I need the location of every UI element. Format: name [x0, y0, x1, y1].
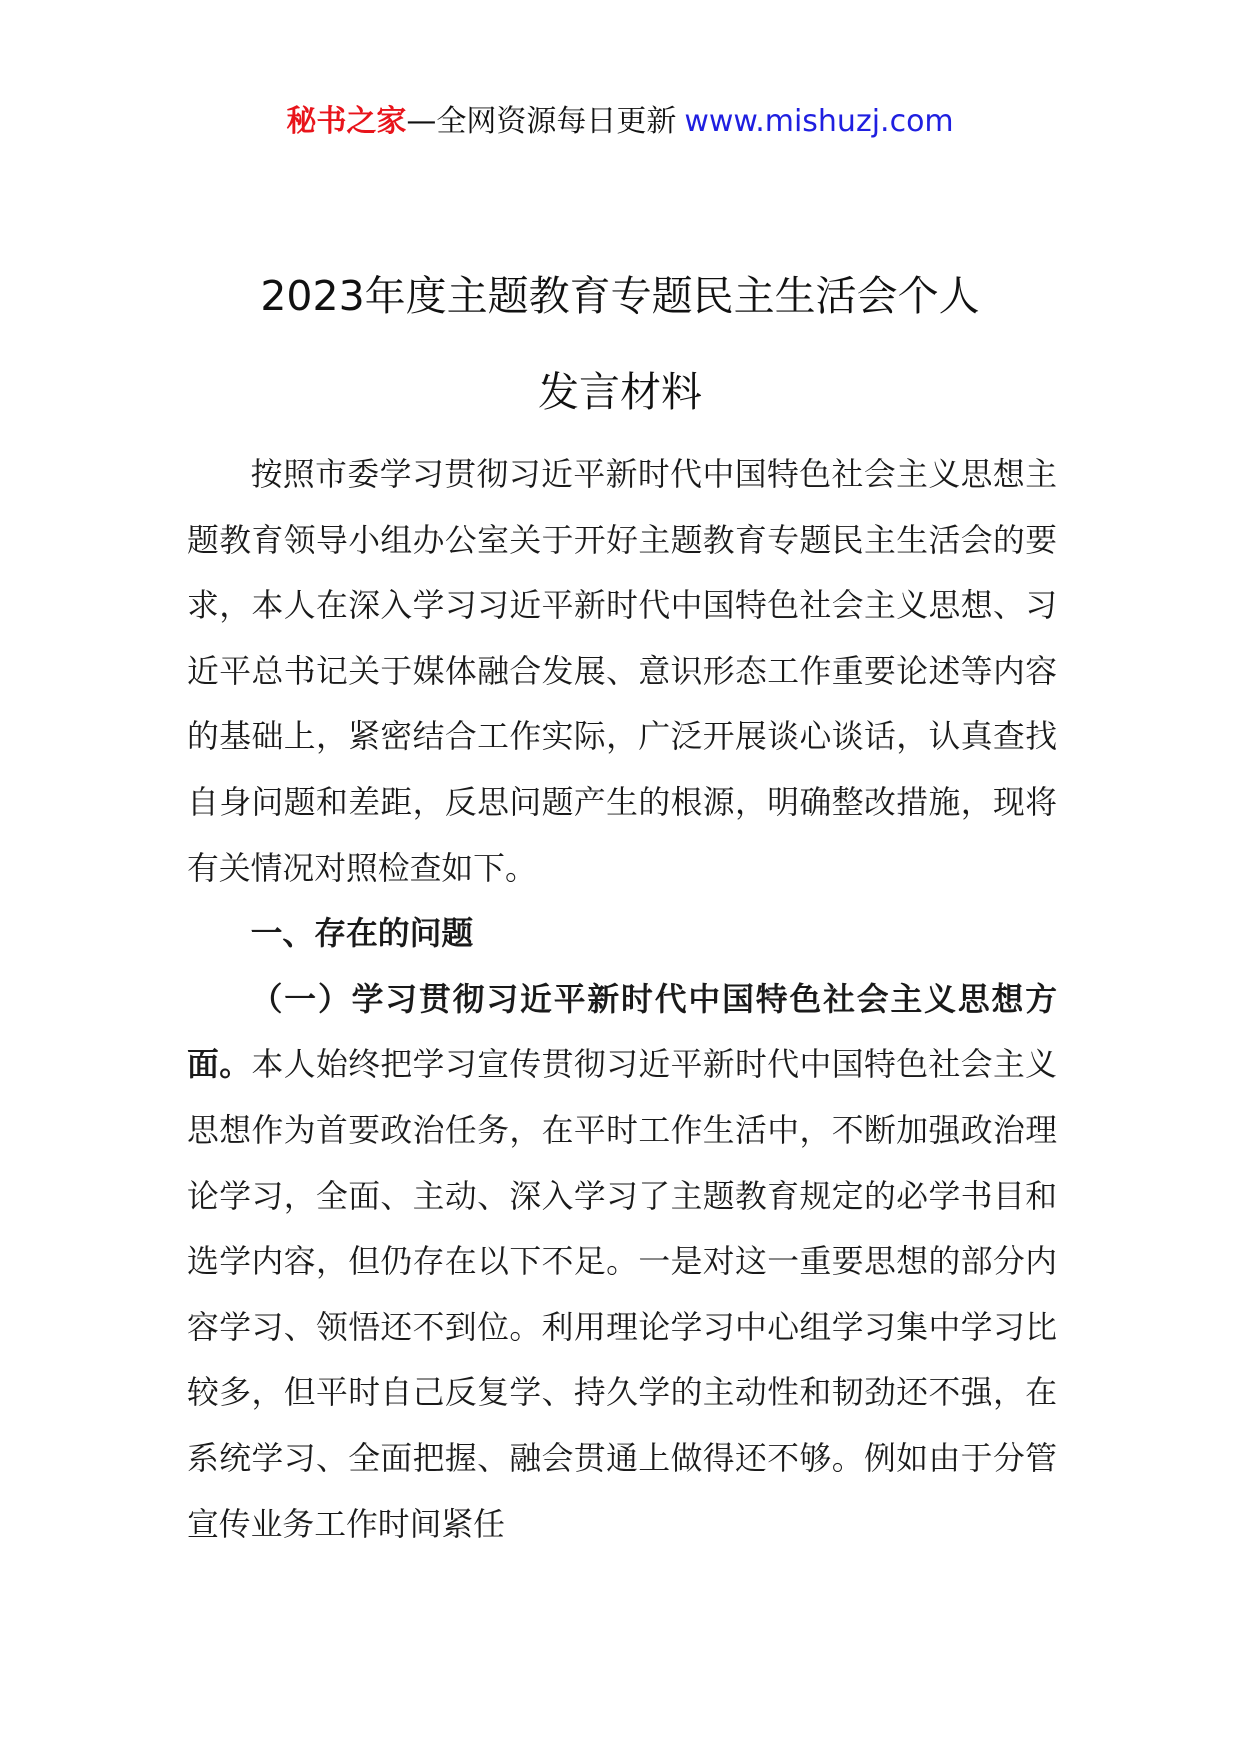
title-line-1: 2023年度主题教育专题民主生活会个人 [260, 272, 980, 320]
document-body [187, 442, 1057, 1557]
section-heading: 一、存在的问题 [250, 915, 474, 953]
subsection-lead: （一）学习贯彻习近平新时代中国特色社会主义思想方面。 [187, 980, 1057, 1084]
header-slogan: —全网资源每日更新 [406, 104, 677, 139]
page-header [0, 100, 1240, 144]
header-url-link[interactable]: www.mishuzj.com [684, 104, 954, 139]
intro-paragraph: 按照市委学习贯彻习近平新时代中国特色社会主义思想主题教育领导小组办公室关于开好主题教育专题民主生活会的要求，本人在深入学习习近平新时代中国特色社会主义思想、习近平总书记关于媒体融合发展、意识形态工作重要论述等内容的基础上，紧密结合工作实际，广泛开展谈心谈话，认真查找自身问题和差距，反思问题产生的根源，明确整改措施，现将有关情况对照检查如下。 [187, 456, 1057, 887]
subsection-paragraph [187, 967, 1057, 1557]
document-title [150, 248, 1090, 440]
subsection-text: 本人始终把学习宣传贯彻习近平新时代中国特色社会主义思想作为首要政治任务，在平时工作生活中，不断加强政治理论学习，全面、主动、深入学习了主题教育规定的必学书目和选学内容，但仍存在以下不足。一是对这一重要思想的部分内容学习、领悟还不到位。利用理论学习中心组学习集中学习比较多，但平时自己反复学、持久学的主动性和韧劲还不强，在系统学习、全面把握、融会贯通上做得还不够。例如由于分管宣传业务工作时间紧任 [187, 1046, 1057, 1543]
header-brand: 秘书之家 [286, 104, 407, 139]
title-line-2: 发言材料 [538, 368, 702, 416]
